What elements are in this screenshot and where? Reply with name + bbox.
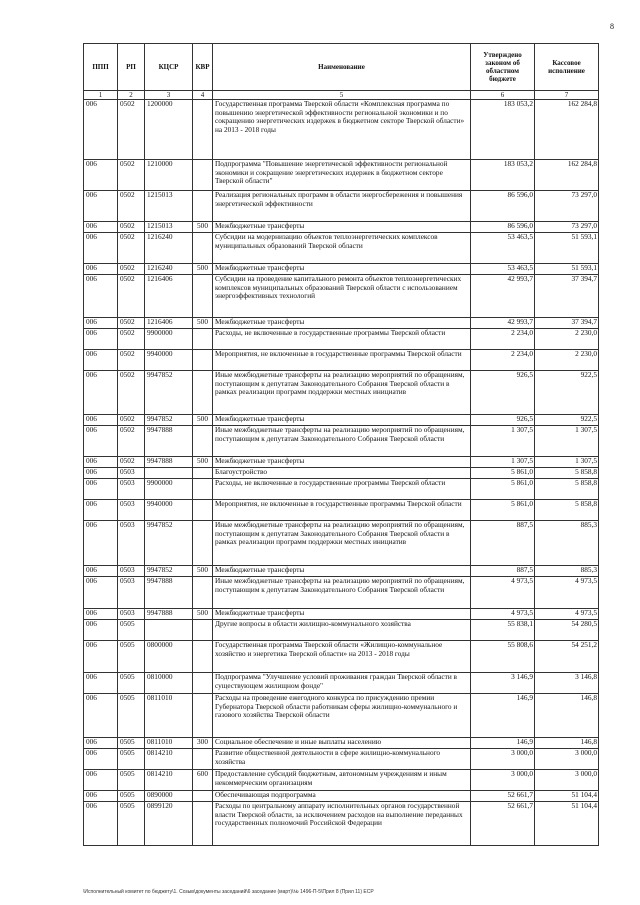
header-approved: Утверждено законом об областном бюджете — [471, 44, 535, 91]
cell-approved: 5 861,0 — [471, 479, 535, 500]
cell-ppp: 006 — [84, 479, 118, 500]
cell-approved: 3 000,0 — [471, 749, 535, 770]
cell-ppp: 006 — [84, 468, 118, 479]
cell-name: Межбюджетные трансферты — [213, 457, 471, 468]
header-kvr: КВР — [193, 44, 213, 91]
cell-name: Иные межбюджетные трансферты на реализацию мероприятий по обращениям, поступающим к депутатам Законодательного Собрания Тверской области в рамках реализации программ поддержки местных инициатив — [213, 371, 471, 415]
cell-rp: 0502 — [118, 160, 145, 191]
cell-approved: 4 973,5 — [471, 577, 535, 609]
cell-kcsr: 0814210 — [145, 749, 193, 770]
cell-executed: 37 394,7 — [535, 318, 599, 329]
cell-kvr — [193, 329, 213, 350]
cell-executed: 3 000,0 — [535, 749, 599, 770]
cell-name: Расходы, не включенные в государственные программы Тверской области — [213, 329, 471, 350]
cell-rp: 0505 — [118, 749, 145, 770]
cell-kcsr: 1215013 — [145, 222, 193, 233]
cell-executed: 2 230,0 — [535, 350, 599, 371]
column-number: 1 — [84, 91, 118, 100]
column-number-row — [84, 91, 599, 100]
table-row — [84, 694, 599, 738]
budget-table — [83, 43, 599, 846]
cell-name: Подпрограмма "Улучшение условий проживания граждан Тверской области в существующем жилищном фонде" — [213, 673, 471, 694]
cell-approved: 183 053,2 — [471, 100, 535, 160]
cell-executed: 3 000,0 — [535, 770, 599, 791]
footer-note: \Исполнительный комитет по бюджету\1. Созыв\документы заседаний\6 заседание (март)\№ 1496-П-5\Прил 8 (Прил 11) ЕСР — [83, 889, 374, 895]
cell-kvr: 300 — [193, 738, 213, 749]
cell-rp: 0503 — [118, 479, 145, 500]
cell-executed: 73 297,0 — [535, 191, 599, 222]
cell-executed: 54 251,2 — [535, 641, 599, 673]
cell-name: Субсидии на проведение капитального ремонта объектов теплоэнергетических комплексов муниципальных образований Тверской области с использованием энергоэффективных технологий — [213, 275, 471, 318]
table-row — [84, 371, 599, 415]
cell-approved: 53 463,5 — [471, 264, 535, 275]
cell-name: Межбюджетные трансферты — [213, 566, 471, 577]
cell-name: Благоустройство — [213, 468, 471, 479]
table-row — [84, 500, 599, 521]
cell-kcsr: 0890000 — [145, 791, 193, 802]
cell-kvr: 500 — [193, 318, 213, 329]
cell-name: Расходы на проведение ежегодного конкурса по присуждению премии Губернатора Тверской области работникам сферы жилищно-коммунального и газового хозяйства Тверской области — [213, 694, 471, 738]
cell-executed: 146,8 — [535, 694, 599, 738]
cell-rp: 0502 — [118, 457, 145, 468]
cell-kcsr: 0800000 — [145, 641, 193, 673]
cell-executed: 3 146,8 — [535, 673, 599, 694]
cell-name: Реализация региональных программ в области энергосбережения и повышения энергетической эффективности — [213, 191, 471, 222]
cell-kvr — [193, 479, 213, 500]
cell-ppp: 006 — [84, 233, 118, 264]
table-row — [84, 641, 599, 673]
cell-approved: 926,5 — [471, 415, 535, 426]
cell-kvr — [193, 233, 213, 264]
cell-approved: 926,5 — [471, 371, 535, 415]
cell-kvr — [193, 160, 213, 191]
cell-rp: 0503 — [118, 609, 145, 620]
cell-kvr: 500 — [193, 609, 213, 620]
cell-executed: 51 104,4 — [535, 791, 599, 802]
cell-ppp: 006 — [84, 264, 118, 275]
cell-rp: 0505 — [118, 770, 145, 791]
table-row — [84, 673, 599, 694]
cell-executed: 5 858,8 — [535, 479, 599, 500]
table-row — [84, 749, 599, 770]
cell-kvr: 500 — [193, 415, 213, 426]
cell-kcsr: 1216240 — [145, 264, 193, 275]
table-row — [84, 350, 599, 371]
cell-kcsr: 0811010 — [145, 738, 193, 749]
cell-executed: 37 394,7 — [535, 275, 599, 318]
cell-ppp: 006 — [84, 222, 118, 233]
column-number: 5 — [213, 91, 471, 100]
cell-kvr — [193, 749, 213, 770]
cell-rp: 0505 — [118, 673, 145, 694]
cell-approved: 86 596,0 — [471, 222, 535, 233]
cell-executed: 1 307,5 — [535, 426, 599, 457]
cell-kcsr — [145, 468, 193, 479]
cell-approved: 1 307,5 — [471, 457, 535, 468]
cell-approved: 3 146,9 — [471, 673, 535, 694]
cell-kvr: 600 — [193, 770, 213, 791]
header-name: Наименование — [213, 44, 471, 91]
cell-approved: 887,5 — [471, 521, 535, 566]
cell-executed: 2 230,0 — [535, 329, 599, 350]
table-row — [84, 100, 599, 160]
cell-name: Межбюджетные трансферты — [213, 318, 471, 329]
cell-executed: 4 973,5 — [535, 609, 599, 620]
table-row — [84, 264, 599, 275]
cell-executed: 922,5 — [535, 415, 599, 426]
cell-ppp: 006 — [84, 770, 118, 791]
table-row — [84, 577, 599, 609]
cell-approved: 4 973,5 — [471, 609, 535, 620]
cell-rp: 0505 — [118, 738, 145, 749]
cell-rp: 0505 — [118, 641, 145, 673]
cell-executed: 162 284,8 — [535, 100, 599, 160]
cell-kcsr: 9947888 — [145, 609, 193, 620]
cell-kcsr: 0811010 — [145, 694, 193, 738]
cell-approved: 2 234,0 — [471, 329, 535, 350]
cell-kcsr — [145, 620, 193, 641]
cell-kvr — [193, 275, 213, 318]
cell-approved: 146,9 — [471, 738, 535, 749]
cell-approved: 52 661,7 — [471, 802, 535, 846]
cell-ppp: 006 — [84, 350, 118, 371]
cell-name: Межбюджетные трансферты — [213, 264, 471, 275]
cell-name: Межбюджетные трансферты — [213, 415, 471, 426]
cell-ppp: 006 — [84, 426, 118, 457]
header-executed: Кассовое исполнение — [535, 44, 599, 91]
cell-kvr — [193, 791, 213, 802]
cell-name: Государственная программа Тверской области «Комплексная программа по повышению энергетической эффективности региональной экономики и по сокращению энергетических издержек в бюджетном секторе Тверской области» на 2013 - 2018 годы — [213, 100, 471, 160]
cell-name: Мероприятия, не включенные в государственные программы Тверской области — [213, 500, 471, 521]
cell-rp: 0502 — [118, 426, 145, 457]
cell-ppp: 006 — [84, 749, 118, 770]
cell-approved: 42 993,7 — [471, 275, 535, 318]
table-row — [84, 738, 599, 749]
cell-kvr — [193, 100, 213, 160]
column-number: 4 — [193, 91, 213, 100]
cell-rp: 0505 — [118, 620, 145, 641]
cell-ppp: 006 — [84, 577, 118, 609]
cell-approved: 55 808,6 — [471, 641, 535, 673]
cell-ppp: 006 — [84, 791, 118, 802]
cell-ppp: 006 — [84, 318, 118, 329]
table-body — [84, 100, 599, 846]
cell-rp: 0503 — [118, 577, 145, 609]
cell-rp: 0505 — [118, 791, 145, 802]
cell-ppp: 006 — [84, 160, 118, 191]
cell-kcsr: 1210000 — [145, 160, 193, 191]
table-row — [84, 566, 599, 577]
cell-approved: 5 861,0 — [471, 500, 535, 521]
cell-ppp: 006 — [84, 329, 118, 350]
cell-kvr — [193, 350, 213, 371]
cell-approved: 52 661,7 — [471, 791, 535, 802]
cell-ppp: 006 — [84, 457, 118, 468]
cell-approved: 86 596,0 — [471, 191, 535, 222]
cell-executed: 922,5 — [535, 371, 599, 415]
cell-kcsr: 9947852 — [145, 371, 193, 415]
cell-rp: 0502 — [118, 100, 145, 160]
cell-rp: 0502 — [118, 318, 145, 329]
cell-name: Обеспечивающая подпрограмма — [213, 791, 471, 802]
cell-rp: 0502 — [118, 350, 145, 371]
cell-kcsr: 0810000 — [145, 673, 193, 694]
cell-executed: 5 858,8 — [535, 500, 599, 521]
cell-approved: 183 053,2 — [471, 160, 535, 191]
header-kcsr: КЦСР — [145, 44, 193, 91]
cell-kvr: 500 — [193, 457, 213, 468]
cell-kcsr: 0899120 — [145, 802, 193, 846]
cell-rp: 0502 — [118, 222, 145, 233]
cell-rp: 0503 — [118, 566, 145, 577]
cell-executed: 162 284,8 — [535, 160, 599, 191]
cell-kcsr: 9947852 — [145, 521, 193, 566]
cell-approved: 2 234,0 — [471, 350, 535, 371]
cell-kvr: 500 — [193, 264, 213, 275]
cell-name: Расходы, не включенные в государственные программы Тверской области — [213, 479, 471, 500]
header-ppp: ППП — [84, 44, 118, 91]
cell-executed: 1 307,5 — [535, 457, 599, 468]
cell-kcsr: 1216406 — [145, 318, 193, 329]
cell-kvr — [193, 521, 213, 566]
cell-kcsr: 9947888 — [145, 457, 193, 468]
cell-kvr — [193, 802, 213, 846]
cell-kvr — [193, 577, 213, 609]
table-row — [84, 620, 599, 641]
cell-rp: 0503 — [118, 521, 145, 566]
cell-ppp: 006 — [84, 694, 118, 738]
cell-ppp: 006 — [84, 191, 118, 222]
cell-kvr: 500 — [193, 566, 213, 577]
cell-ppp: 006 — [84, 566, 118, 577]
table-row — [84, 468, 599, 479]
cell-executed: 73 297,0 — [535, 222, 599, 233]
cell-kvr — [193, 673, 213, 694]
cell-approved: 53 463,5 — [471, 233, 535, 264]
cell-kvr — [193, 426, 213, 457]
cell-ppp: 006 — [84, 371, 118, 415]
table-row — [84, 415, 599, 426]
cell-kvr — [193, 191, 213, 222]
cell-name: Субсидии на модернизацию объектов теплоэнергетических комплексов муниципальных образований Тверской области — [213, 233, 471, 264]
cell-executed: 51 593,1 — [535, 233, 599, 264]
cell-name: Развитие общественной деятельности в сфере жилищно-коммунального хозяйства — [213, 749, 471, 770]
cell-name: Расходы по центральному аппарату исполнительных органов государственной власти Тверской области, за исключением расходов на выполнение переданных государственных полномочий Российской Федерации — [213, 802, 471, 846]
cell-rp: 0502 — [118, 275, 145, 318]
cell-approved: 42 993,7 — [471, 318, 535, 329]
table-row — [84, 770, 599, 791]
cell-kvr: 500 — [193, 222, 213, 233]
cell-approved: 55 838,1 — [471, 620, 535, 641]
cell-name: Предоставление субсидий бюджетным, автономным учреждениям и иным некоммерческим организациям — [213, 770, 471, 791]
column-number: 3 — [145, 91, 193, 100]
column-number: 6 — [471, 91, 535, 100]
cell-executed: 146,8 — [535, 738, 599, 749]
cell-ppp: 006 — [84, 521, 118, 566]
cell-ppp: 006 — [84, 415, 118, 426]
cell-rp: 0505 — [118, 694, 145, 738]
cell-ppp: 006 — [84, 738, 118, 749]
cell-kvr — [193, 468, 213, 479]
cell-kcsr: 1200000 — [145, 100, 193, 160]
cell-name: Другие вопросы в области жилищно-коммунального хозяйства — [213, 620, 471, 641]
table-row — [84, 275, 599, 318]
cell-rp: 0502 — [118, 329, 145, 350]
cell-name: Межбюджетные трансферты — [213, 609, 471, 620]
cell-name: Иные межбюджетные трансферты на реализацию мероприятий по обращениям, поступающим к депутатам Законодательного Собрания Тверской области в рамках реализации программ поддержки местных инициатив — [213, 521, 471, 566]
cell-executed: 51 593,1 — [535, 264, 599, 275]
cell-ppp: 006 — [84, 641, 118, 673]
cell-kvr — [193, 620, 213, 641]
cell-approved: 3 000,0 — [471, 770, 535, 791]
cell-ppp: 006 — [84, 275, 118, 318]
cell-executed: 54 280,5 — [535, 620, 599, 641]
cell-executed: 4 973,5 — [535, 577, 599, 609]
cell-kcsr: 1215013 — [145, 191, 193, 222]
cell-kcsr: 9900000 — [145, 479, 193, 500]
cell-name: Иные межбюджетные трансферты на реализацию мероприятий по обращениям, поступающим к депутатам Законодательного Собрания Тверской области — [213, 577, 471, 609]
cell-approved: 1 307,5 — [471, 426, 535, 457]
cell-rp: 0502 — [118, 415, 145, 426]
table-row — [84, 160, 599, 191]
table-row — [84, 802, 599, 846]
cell-kvr — [193, 694, 213, 738]
table-row — [84, 222, 599, 233]
table-row — [84, 479, 599, 500]
header-rp: РП — [118, 44, 145, 91]
cell-kcsr: 1216406 — [145, 275, 193, 318]
cell-executed: 885,3 — [535, 521, 599, 566]
cell-kcsr: 9900000 — [145, 329, 193, 350]
cell-kvr — [193, 500, 213, 521]
cell-executed: 885,3 — [535, 566, 599, 577]
column-number: 7 — [535, 91, 599, 100]
table-row — [84, 457, 599, 468]
cell-ppp: 006 — [84, 802, 118, 846]
cell-name: Социальное обеспечение и иные выплаты населению — [213, 738, 471, 749]
cell-approved: 146,9 — [471, 694, 535, 738]
header-row — [84, 44, 599, 91]
cell-approved: 5 861,0 — [471, 468, 535, 479]
cell-name: Иные межбюджетные трансферты на реализацию мероприятий по обращениям, поступающим к депутатам Законодательного Собрания Тверской области — [213, 426, 471, 457]
page-number: 8 — [610, 22, 614, 31]
cell-ppp: 006 — [84, 100, 118, 160]
table-row — [84, 609, 599, 620]
cell-rp: 0502 — [118, 191, 145, 222]
table-row — [84, 791, 599, 802]
cell-kcsr: 9947888 — [145, 426, 193, 457]
cell-executed: 5 858,8 — [535, 468, 599, 479]
column-number: 2 — [118, 91, 145, 100]
cell-executed: 51 104,4 — [535, 802, 599, 846]
cell-kvr — [193, 371, 213, 415]
cell-ppp: 006 — [84, 620, 118, 641]
cell-name: Подпрограмма "Повышение энергетической эффективности региональной экономики и сокращение энергетических издержек в бюджетном секторе Тверской области" — [213, 160, 471, 191]
cell-ppp: 006 — [84, 673, 118, 694]
cell-name: Государственная программа Тверской области «Жилищно-коммунальное хозяйство и энергетика Тверской области» на 2013 - 2018 годы — [213, 641, 471, 673]
cell-kcsr: 9947852 — [145, 566, 193, 577]
cell-name: Межбюджетные трансферты — [213, 222, 471, 233]
cell-ppp: 006 — [84, 500, 118, 521]
cell-name: Мероприятия, не включенные в государственные программы Тверской области — [213, 350, 471, 371]
cell-kcsr: 9940000 — [145, 500, 193, 521]
cell-kcsr: 0814210 — [145, 770, 193, 791]
cell-rp: 0502 — [118, 233, 145, 264]
table-row — [84, 191, 599, 222]
cell-kcsr: 9940000 — [145, 350, 193, 371]
table-row — [84, 426, 599, 457]
cell-rp: 0502 — [118, 264, 145, 275]
table-row — [84, 329, 599, 350]
table-row — [84, 521, 599, 566]
table-row — [84, 318, 599, 329]
cell-rp: 0503 — [118, 468, 145, 479]
cell-rp: 0505 — [118, 802, 145, 846]
cell-rp: 0503 — [118, 500, 145, 521]
cell-kvr — [193, 641, 213, 673]
cell-kcsr: 9947888 — [145, 577, 193, 609]
cell-ppp: 006 — [84, 609, 118, 620]
cell-kcsr: 9947852 — [145, 415, 193, 426]
table-row — [84, 233, 599, 264]
cell-rp: 0502 — [118, 371, 145, 415]
cell-approved: 887,5 — [471, 566, 535, 577]
cell-kcsr: 1216240 — [145, 233, 193, 264]
